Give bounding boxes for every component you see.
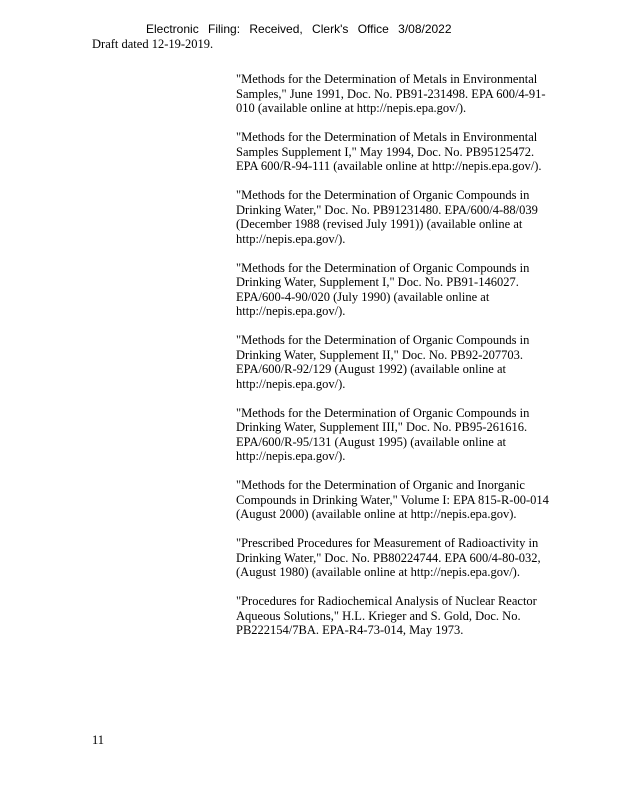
reference-item: "Methods for the Determination of Organic Compounds in Drinking Water," Doc. No. PB91231480. EPA/600/4-88/039 (December 1988 (revised July 1991)) (available online at http://nepis.epa.gov/).	[236, 188, 538, 246]
reference-item: "Methods for the Determination of Organic Compounds in Drinking Water, Supplement II," Doc. No. PB92-207703. EPA/600/R-92/129 (August 1992) (available online at http://nepis.epa.gov/).	[236, 333, 530, 391]
reference-list	[236, 72, 554, 652]
reference-item: "Prescribed Procedures for Measurement of Radioactivity in Drinking Water," Doc. No. PB80224744. EPA 600/4-80-032, (August 1980) (available online at http://nepis.epa.gov/).	[236, 536, 541, 579]
page-number: 11	[92, 733, 105, 747]
draft-date: Draft dated 12-19-2019.	[92, 37, 214, 51]
reference-item: "Methods for the Determination of Metals in Environmental Samples," June 1991, Doc. No. PB91-231498. EPA 600/4-91-010 (available online at http://nepis.epa.gov/).	[236, 72, 546, 115]
reference-item: "Methods for the Determination of Organic Compounds in Drinking Water, Supplement III," Doc. No. PB95-261616. EPA/600/R-95/131 (August 1995) (available online at http://nepis.epa.gov/).	[236, 405, 530, 463]
reference-item: "Methods for the Determination of Organic and Inorganic Compounds in Drinking Water," Volume I: EPA 815-R-00-014 (August 2000) (available online at http://nepis.epa.gov).	[236, 478, 549, 521]
reference-item: "Procedures for Radiochemical Analysis of Nuclear Reactor Aqueous Solutions," H.L. Krieger and S. Gold, Doc. No. PB222154/7BA. EPA-R4-73-014, May 1973.	[236, 594, 537, 637]
reference-item: "Methods for the Determination of Metals in Environmental Samples Supplement I," May 1994, Doc. No. PB95125472. EPA 600/R-94-111 (available online at http://nepis.epa.gov/).	[236, 130, 542, 173]
filing-stamp: Electronic Filing: Received, Clerk's Office 3/08/2022	[146, 22, 452, 36]
reference-item: "Methods for the Determination of Organic Compounds in Drinking Water, Supplement I," Doc. No. PB91-146027. EPA/600-4-90/020 (July 1990) (available online at http://nepis.epa.gov/).	[236, 260, 530, 318]
